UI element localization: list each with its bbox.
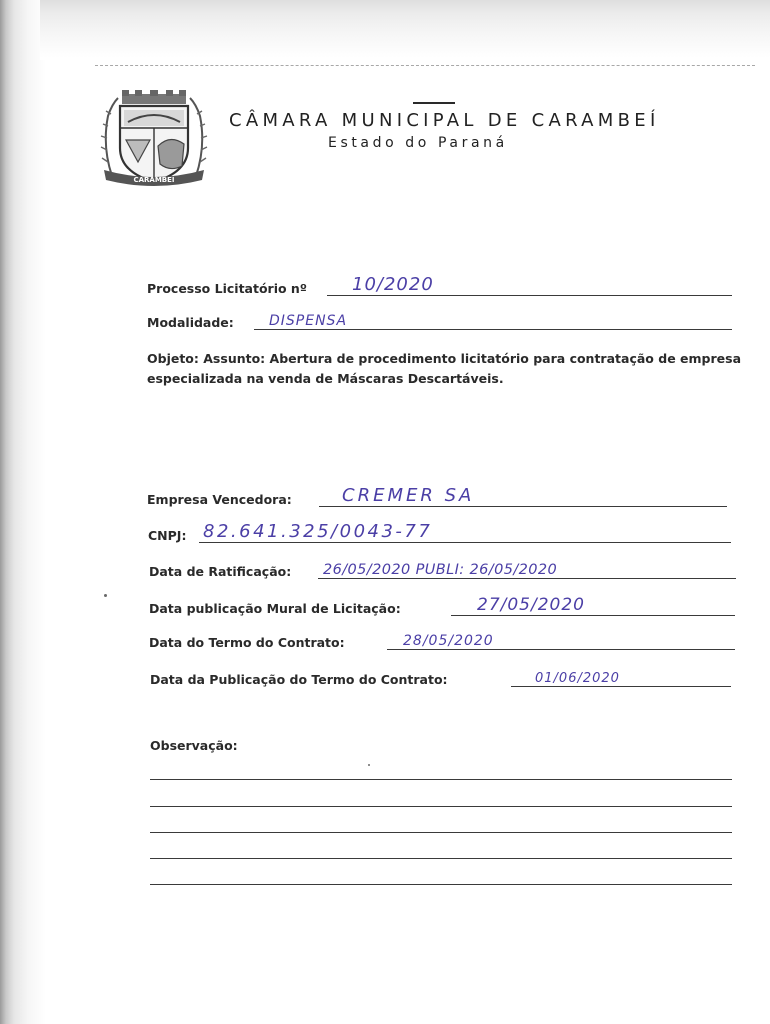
underline-publicacao-termo bbox=[511, 686, 731, 687]
field-objeto: Objeto: Assunto: Abertura de procedimento licitatório para contratação de empresa especializada na venda de Máscaras Descartáveis. bbox=[147, 351, 741, 386]
underline-cnpj bbox=[199, 542, 731, 543]
crest-banner-text: CARAMBEÍ bbox=[133, 176, 175, 184]
value-empresa: CREMER SA bbox=[342, 485, 475, 506]
label-publicacao-mural: Data publicação Mural de Licitação: bbox=[149, 601, 401, 616]
title-accent-bar bbox=[413, 102, 455, 104]
scan-shadow-left bbox=[0, 0, 46, 1024]
label-cnpj: CNPJ: bbox=[148, 528, 187, 543]
value-processo: 10/2020 bbox=[352, 274, 434, 295]
observacao-line-1 bbox=[150, 779, 732, 780]
value-cnpj: 82.641.325/0043-77 bbox=[203, 521, 433, 542]
field-publicacao-mural bbox=[147, 594, 739, 618]
value-publicacao-mural: 27/05/2020 bbox=[477, 595, 585, 615]
value-modalidade: DISPENSA bbox=[269, 313, 348, 329]
underline-ratificacao bbox=[318, 578, 736, 579]
field-processo bbox=[147, 274, 737, 298]
label-empresa: Empresa Vencedora: bbox=[147, 492, 292, 507]
field-modalidade bbox=[147, 308, 737, 332]
value-ratificacao: 26/05/2020 PUBLI: 26/05/2020 bbox=[323, 562, 558, 578]
underline-publicacao-mural bbox=[451, 615, 735, 616]
field-ratificacao bbox=[147, 557, 739, 581]
observacao-line-2 bbox=[150, 806, 732, 807]
label-processo: Processo Licitatório nº bbox=[147, 281, 307, 296]
observacao-line-3 bbox=[150, 832, 732, 833]
observacao-line-5 bbox=[150, 884, 732, 885]
field-publicacao-termo bbox=[147, 665, 737, 689]
value-publicacao-termo: 01/06/2020 bbox=[535, 671, 620, 686]
org-title: CÂMARA MUNICIPAL DE CARAMBEÍ bbox=[229, 110, 660, 131]
field-cnpj bbox=[147, 521, 737, 545]
label-modalidade: Modalidade: bbox=[147, 315, 234, 330]
scan-shadow-top bbox=[40, 0, 770, 60]
label-ratificacao: Data de Ratificação: bbox=[149, 564, 292, 579]
org-subtitle: Estado do Paraná bbox=[328, 135, 508, 151]
field-termo-contrato bbox=[147, 628, 739, 652]
municipal-crest-logo bbox=[98, 86, 210, 192]
underline-empresa bbox=[319, 506, 727, 507]
scan-speck bbox=[368, 764, 370, 766]
value-termo-contrato: 28/05/2020 bbox=[403, 633, 494, 649]
underline-modalidade bbox=[254, 329, 732, 330]
scan-speck bbox=[104, 594, 107, 597]
header-top-rule bbox=[95, 65, 755, 66]
label-termo-contrato: Data do Termo do Contrato: bbox=[149, 635, 345, 650]
underline-processo bbox=[327, 295, 732, 296]
label-observacao: Observação: bbox=[150, 738, 238, 753]
underline-termo-contrato bbox=[387, 649, 735, 650]
label-publicacao-termo: Data da Publicação do Termo do Contrato: bbox=[150, 672, 448, 687]
observacao-line-4 bbox=[150, 858, 732, 859]
field-empresa bbox=[147, 485, 737, 509]
